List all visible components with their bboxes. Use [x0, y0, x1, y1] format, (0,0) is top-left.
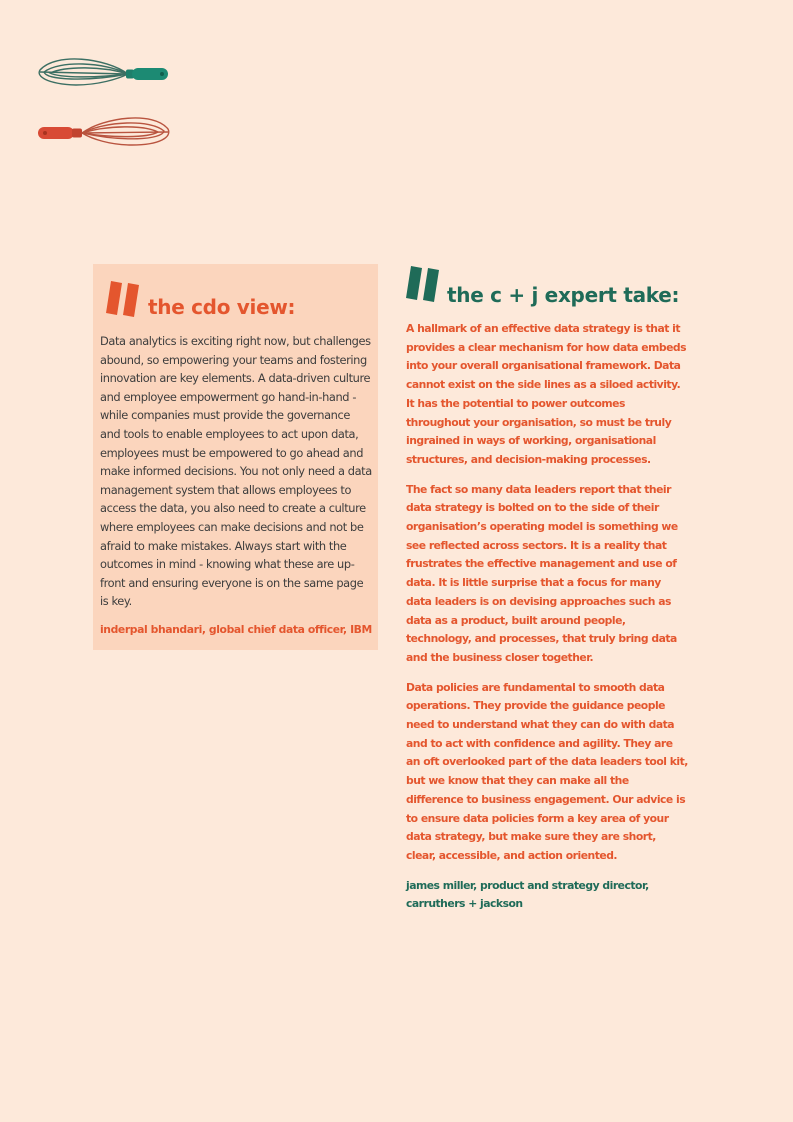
whisk-icon: [36, 113, 172, 153]
whisk-icon: [36, 54, 170, 94]
cj-heading: the c + j expert take:: [447, 283, 680, 307]
cdo-heading: the cdo view:: [148, 295, 296, 319]
quote-mark-icon: [404, 266, 442, 304]
cdo-attribution: inderpal bhandari, global chief data officer, IBM: [100, 623, 372, 636]
cj-paragraph: Data policies are fundamental to smooth data operations. They provide the guidance people need to understand what they can do with data and to act with confidence and agility. They are an oft overlooked part of the data leaders tool kit, but we know that they can make all the difference to business engagement. Our advice is to ensure data policies form a key area of your data strategy, but make sure they are short, clear, accessible, and action oriented.: [406, 680, 688, 862]
cj-paragraph: The fact so many data leaders report that their data strategy is bolted on to the side of their organisation’s operating model is something we see reflected across sectors. It is a reality that frustrates the effective management and use of data. It is little surprise that a focus for many data leaders is on devising approaches such as data as a product, built around people, technology, and processes, that truly bring data and the business closer together.: [406, 482, 678, 664]
cj-expert-take: [406, 320, 688, 925]
cj-attribution: james miller, product and strategy director, carruthers + jackson: [406, 878, 649, 911]
cdo-quote-body: Data analytics is exciting right now, but challenges abound, so empowering your teams and fostering innovation are key elements. A data-driven culture and employee empowerment go hand-in-hand - while companies must provide the governance and tools to enable employees to act upon data, employees must be empowered to go ahead and make informed decisions. You not only need a data management system that allows employees to access the data, you also need to create a culture where employees can make decisions and not be afraid to make mistakes. Always start with the outcomes in mind - knowing what these are up-front and ensuring everyone is on the same page is key.: [100, 334, 372, 609]
quote-mark-icon: [104, 281, 142, 319]
cj-paragraph: A hallmark of an effective data strategy is that it provides a clear mechanism for how data embeds into your overall organisational framework. Data cannot exist on the side lines as a siloed activity. It has the potential to power outcomes throughout your organisation, so must be truly ingrained in ways of working, organisational structures, and decision-making processes.: [406, 322, 687, 466]
